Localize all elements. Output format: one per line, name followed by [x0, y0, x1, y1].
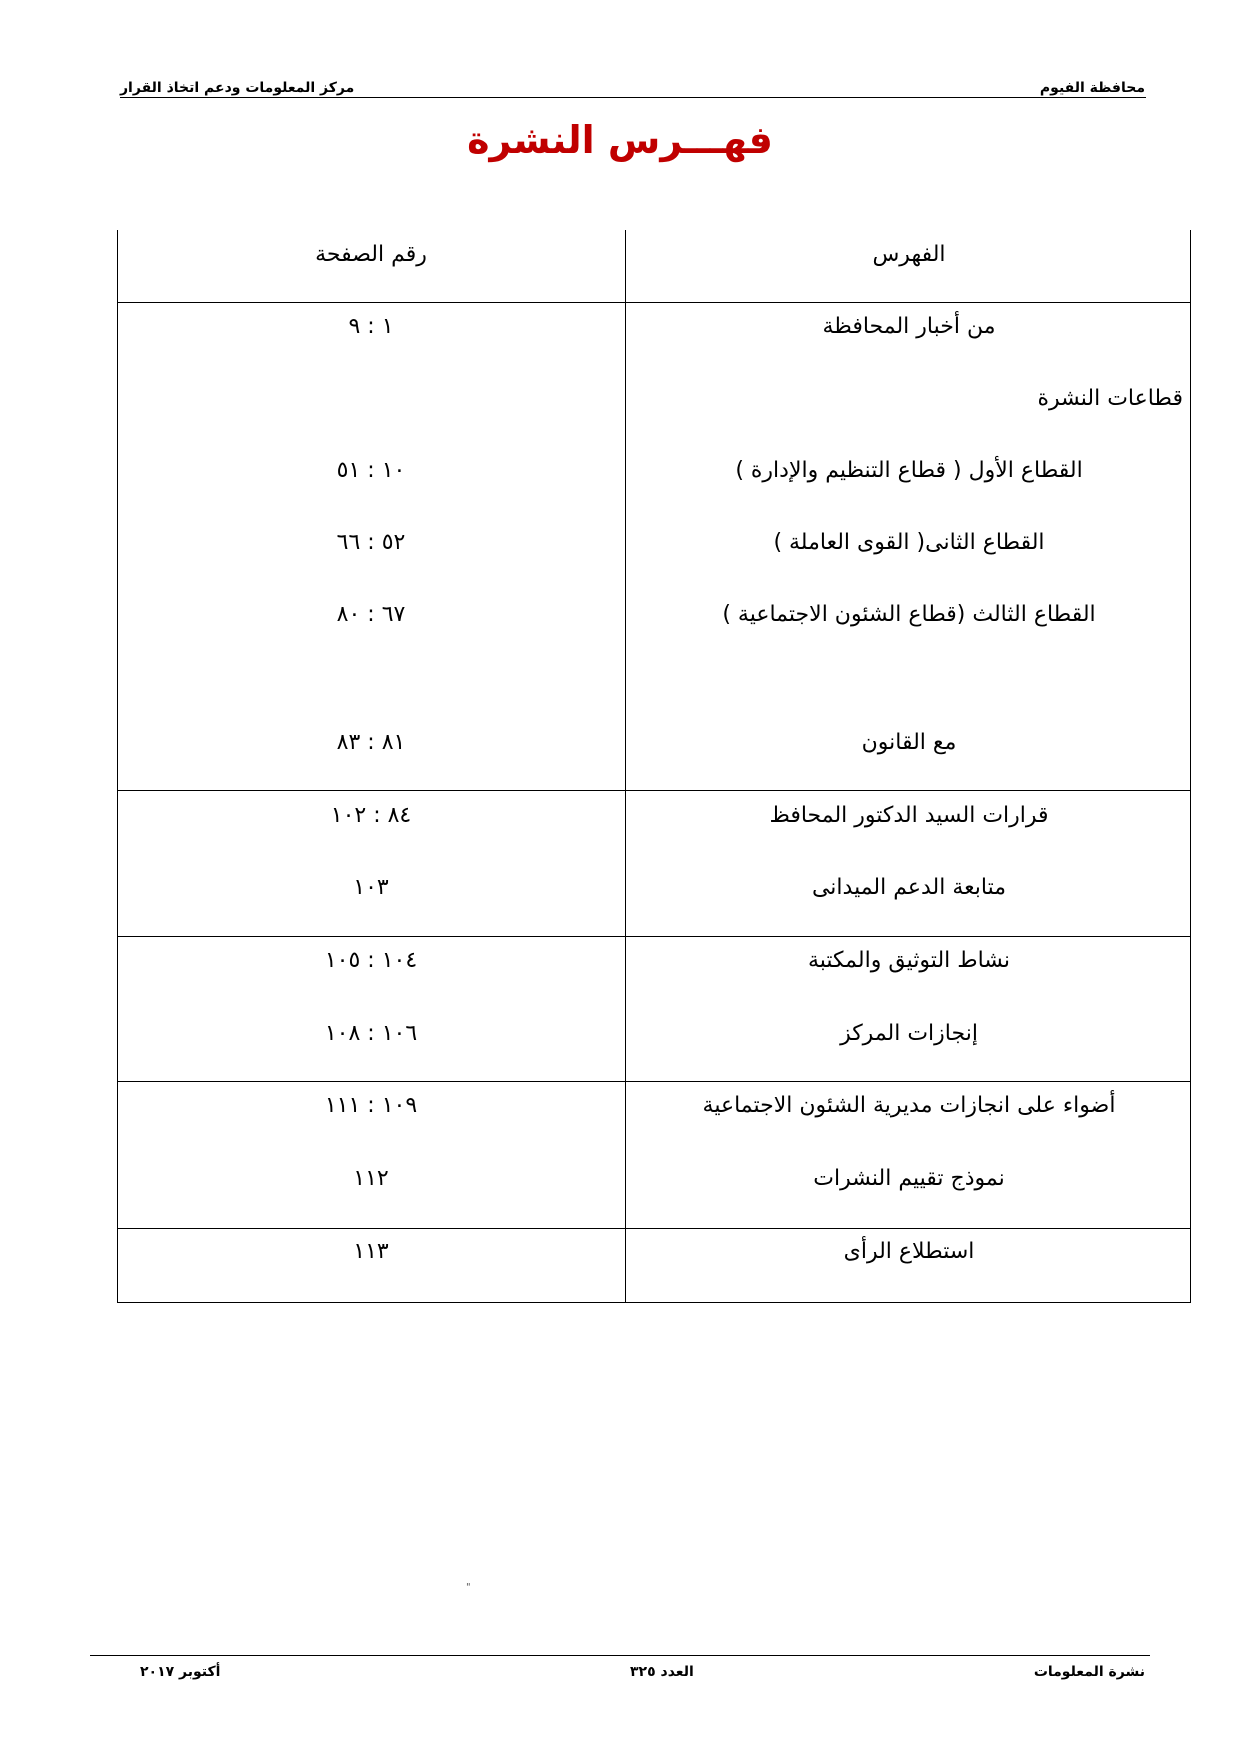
footer-date: أكتوبر ٢٠١٧ [140, 1664, 221, 1680]
footer-divider [90, 1655, 1150, 1656]
toc-row-index: نشاط التوثيق والمكتبة [807, 948, 1011, 973]
header-divider [120, 97, 1146, 98]
toc-row-index: من أخبار المحافظة [822, 314, 996, 339]
toc-row-index: إنجازات المركز [840, 1021, 978, 1046]
toc-row-page: ١٠ : ٥١ [336, 458, 406, 483]
toc-row-index: أضواء على انجازات مديرية الشئون الاجتماعية [702, 1093, 1116, 1118]
toc-row-index: نموذج تقييم النشرات [813, 1166, 1005, 1191]
toc-row-index: القطاع الثانى( القوى العاملة ) [773, 530, 1045, 555]
toc-rule [117, 1081, 1191, 1082]
col-header-index: الفهرس [872, 242, 946, 267]
toc-border-right [1190, 230, 1191, 1303]
toc-row-page: ١٠٣ [353, 875, 389, 900]
toc-row-index: القطاع الأول ( قطاع التنظيم والإدارة ) [735, 458, 1083, 483]
stray-mark: " [466, 1582, 471, 1593]
toc-rule [117, 936, 1191, 937]
toc-row-index: مع القانون [861, 730, 957, 755]
toc-row-page: ١١٢ [353, 1166, 389, 1191]
toc-column-divider [625, 230, 626, 1303]
toc-row-page: ١٠٦ : ١٠٨ [324, 1021, 418, 1046]
toc-row-index: قطاعات النشرة [1037, 386, 1183, 411]
footer-issue-number: العدد ٣٢٥ [630, 1664, 694, 1680]
toc-row-index: القطاع الثالث (قطاع الشئون الاجتماعية ) [722, 602, 1096, 627]
toc-row-page: ١١٣ [353, 1239, 389, 1264]
toc-rule [117, 790, 1191, 791]
header-governorate: محافظة الفيوم [1039, 80, 1145, 96]
toc-row-page: ٥٢ : ٦٦ [336, 530, 406, 555]
toc-row-index: قرارات السيد الدكتور المحافظ [769, 803, 1049, 828]
toc-row-index: استطلاع الرأى [843, 1239, 975, 1264]
toc-row-index: متابعة الدعم الميدانى [811, 875, 1007, 900]
col-header-page: رقم الصفحة [315, 242, 427, 267]
toc-rule [117, 1302, 1191, 1303]
toc-row-page: ٨٤ : ١٠٢ [330, 803, 412, 828]
header-center-name: مركز المعلومات ودعم اتخاذ القرار [120, 80, 355, 96]
toc-row-page: ٨١ : ٨٣ [336, 730, 406, 755]
toc-row-page: ١٠٤ : ١٠٥ [324, 948, 418, 973]
toc-row-page: ٦٧ : ٨٠ [336, 602, 406, 627]
toc-rule [117, 302, 1191, 303]
toc-border-left [117, 230, 118, 1303]
footer-publication: نشرة المعلومات [1033, 1664, 1145, 1680]
page-title: فهـــرس النشرة [467, 118, 773, 162]
toc-row-page: ١ : ٩ [348, 314, 394, 339]
toc-rule [117, 1228, 1191, 1229]
toc-row-page: ١٠٩ : ١١١ [324, 1093, 418, 1118]
